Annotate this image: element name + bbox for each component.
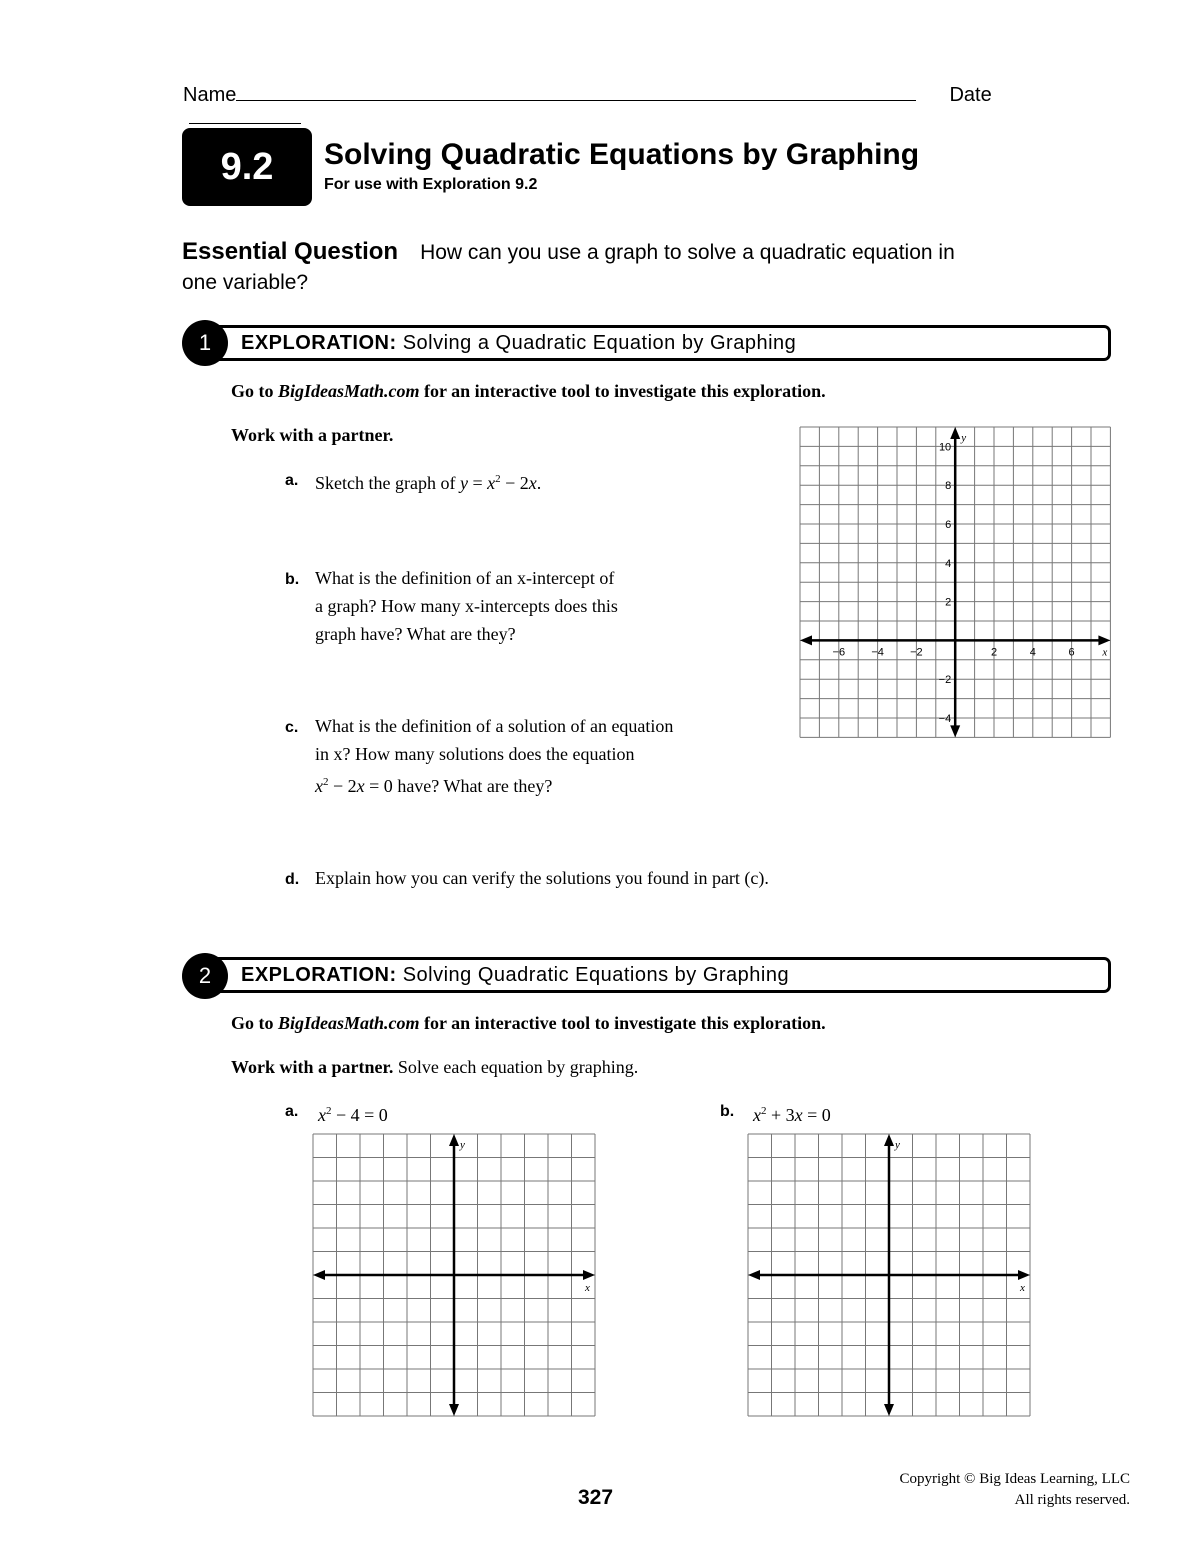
date-field[interactable] bbox=[189, 107, 301, 124]
arrow-down-icon bbox=[449, 1404, 459, 1416]
x-tick-label: 6 bbox=[1068, 646, 1075, 659]
exploration-2b-graph[interactable] bbox=[740, 1128, 1040, 1423]
y-axis-label: y bbox=[895, 1139, 900, 1151]
question-1b-letter: b. bbox=[285, 571, 300, 588]
x-tick-label: 2 bbox=[990, 646, 998, 659]
arrow-up-icon bbox=[884, 1134, 894, 1146]
name-date-line bbox=[183, 84, 1113, 130]
essential-question-text: How can you use a graph to solve a quadratic equation in one variable? bbox=[182, 241, 955, 294]
y-tick-label: 6 bbox=[945, 519, 952, 531]
date-label: Date bbox=[949, 84, 992, 106]
arrow-down-icon bbox=[950, 725, 960, 737]
question-1c-text: What is the definition of a solution of an equation in x? How many solutions does the equation $x^2 - 2x = 0$ have? What are they? bbox=[315, 716, 674, 796]
bigideasmath-link[interactable]: BigIdeasMath.com bbox=[278, 381, 420, 401]
arrow-right-icon bbox=[1098, 635, 1110, 645]
question-1b-text: What is the definition of an x-intercept of a graph? How many x-intercepts does this graph have? What are they? bbox=[315, 568, 618, 644]
copyright: Copyright © Big Ideas Learning, LLC All rights reserved. bbox=[899, 1471, 1130, 1508]
name-field[interactable] bbox=[236, 84, 916, 101]
exploration-2-goto: Go to BigIdeasMath.com for an interactive tool to investigate this exploration. bbox=[231, 1013, 826, 1033]
question-1d-letter: d. bbox=[285, 871, 300, 888]
page-number: 327 bbox=[578, 1486, 614, 1509]
essential-question-label: Essential Question bbox=[182, 238, 399, 265]
exploration-1-graph[interactable] bbox=[790, 420, 1125, 750]
exploration-1-title-text: Solving a Quadratic Equation by Graphing bbox=[402, 332, 797, 354]
question-2b-letter: b. bbox=[720, 1103, 735, 1120]
arrow-right-icon bbox=[1018, 1270, 1030, 1280]
y-axis-label: y bbox=[961, 432, 967, 444]
lesson-title: Solving Quadratic Equations by Graphing bbox=[324, 138, 920, 171]
question-2a-letter: a. bbox=[285, 1103, 299, 1120]
exploration-2-title-text: Solving Quadratic Equations by Graphing bbox=[402, 964, 790, 986]
arrow-left-icon bbox=[313, 1270, 325, 1280]
exploration-2-number: 2 bbox=[182, 953, 228, 999]
y-tick-label: 2 bbox=[945, 596, 952, 609]
y-tick-label: −2 bbox=[938, 674, 952, 687]
lesson-number-badge: 9.2 bbox=[182, 128, 312, 206]
exploration-2a-graph[interactable] bbox=[305, 1128, 605, 1423]
arrow-down-icon bbox=[884, 1404, 894, 1416]
exploration-1-work: Work with a partner. bbox=[231, 425, 394, 445]
question-1d-text: Explain how you can verify the solutions you found in part (c). bbox=[315, 868, 769, 888]
arrow-left-icon bbox=[748, 1270, 760, 1280]
essential-question bbox=[182, 237, 972, 298]
arrow-up-icon bbox=[950, 427, 960, 439]
name-label: Name bbox=[183, 84, 237, 106]
y-tick-label: −4 bbox=[938, 713, 952, 725]
question-1c-letter: c. bbox=[285, 719, 299, 736]
question-1a-text: Sketch the graph of $y = x^2 - 2x$. bbox=[315, 473, 542, 493]
exploration-1-number: 1 bbox=[182, 320, 228, 366]
x-tick-label: −2 bbox=[910, 646, 923, 659]
y-tick-label: 4 bbox=[945, 557, 952, 570]
x-axis-label: x bbox=[585, 1282, 590, 1294]
exploration-2-label: EXPLORATION: bbox=[241, 964, 397, 986]
y-tick-label: 10 bbox=[938, 441, 952, 454]
x-tick-label: −6 bbox=[832, 646, 846, 659]
x-axis-label: x bbox=[1102, 646, 1108, 659]
question-2b-equation: $x^2 + 3x = 0$ bbox=[753, 1105, 831, 1125]
arrow-up-icon bbox=[449, 1134, 459, 1146]
y-tick-label: 8 bbox=[945, 480, 952, 493]
question-2a-equation: $x^2 - 4 = 0$ bbox=[318, 1105, 388, 1125]
question-1a-letter: a. bbox=[285, 472, 299, 489]
exploration-1-goto: Go to BigIdeasMath.com for an interactive tool to investigate this exploration. bbox=[231, 381, 826, 401]
exploration-1-label: EXPLORATION: bbox=[241, 332, 397, 354]
exploration-2-work: Work with a partner. Solve each equation by graphing. bbox=[231, 1057, 639, 1077]
x-tick-label: 4 bbox=[1029, 646, 1036, 659]
bigideasmath-link-2[interactable]: BigIdeasMath.com bbox=[278, 1013, 420, 1033]
exploration-1-title bbox=[241, 332, 796, 355]
y-axis-label: y bbox=[460, 1139, 465, 1151]
arrow-right-icon bbox=[583, 1270, 595, 1280]
lesson-subtitle: For use with Exploration 9.2 bbox=[324, 176, 538, 193]
x-axis-label: x bbox=[1020, 1282, 1025, 1294]
x-tick-label: −4 bbox=[871, 646, 884, 659]
arrow-left-icon bbox=[800, 635, 812, 645]
exploration-2-title bbox=[241, 964, 789, 987]
